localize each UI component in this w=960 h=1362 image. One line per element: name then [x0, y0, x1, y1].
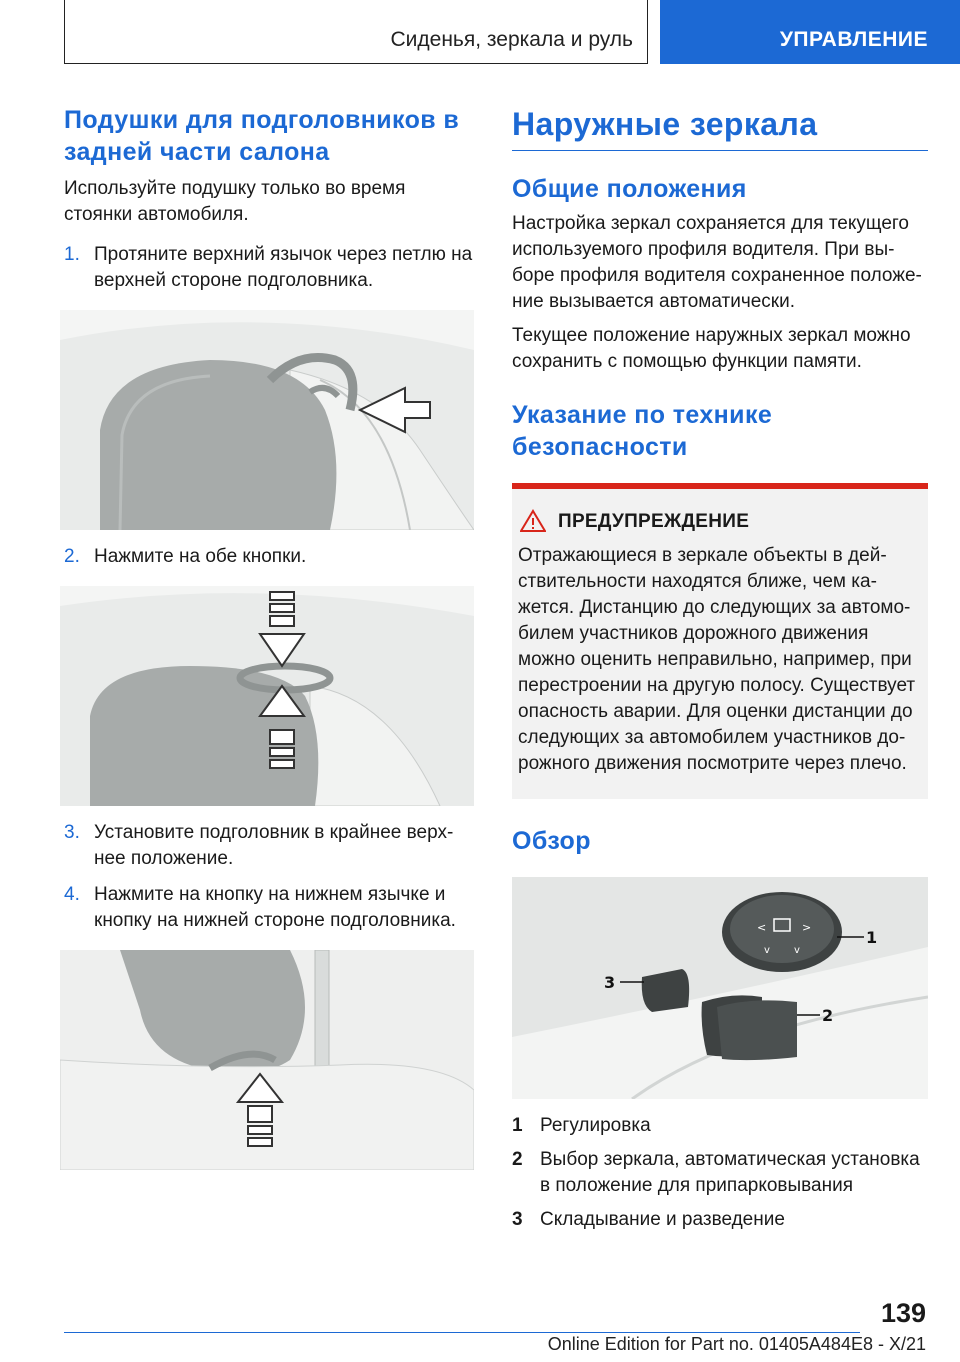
legend-item — [512, 1207, 928, 1233]
step-number: 3. — [64, 822, 80, 843]
left-column — [64, 104, 476, 1170]
chapter-tab — [660, 0, 960, 64]
legend-item — [512, 1147, 928, 1199]
step-2 — [64, 544, 476, 570]
headrest-loop-illustration — [60, 310, 474, 530]
warning-box — [512, 483, 928, 799]
svg-text:<: < — [757, 921, 767, 934]
callout-3: 3 — [604, 973, 616, 992]
general-paragraph-2: Текущее положение наружных зеркал можно сохранить с помощью функции памяти. — [512, 325, 911, 372]
warning-label: ПРЕДУПРЕЖДЕНИЕ — [558, 511, 750, 532]
step-number: 2. — [64, 546, 80, 567]
legend-number: 1 — [512, 1115, 523, 1136]
section-title: Сиденья, зеркала и руль — [390, 28, 633, 51]
edition-footer: Online Edition for Part no. 01405A484E8 - X/21 — [547, 1334, 926, 1354]
step-number: 4. — [64, 884, 80, 905]
chapter-title: УПРАВЛЕНИЕ — [779, 28, 928, 51]
general-paragraph-1: Настройка зеркал сохраняется для текущего используемого профиля водителя. При вы- боре профиля водителя сохраненное положе- ние вызывается автоматически. — [512, 213, 922, 312]
headrest-cushion-intro: Используйте подушку только во время стоянки автомобиля. — [64, 178, 406, 225]
mirror-controls-figure — [512, 877, 928, 1099]
right-column — [512, 104, 928, 1233]
headrest-cushion-heading: Подушки для подголовников в задней части салона — [64, 106, 460, 166]
exterior-mirrors-title: Наружные зеркала — [512, 104, 928, 151]
headrest-figure-3 — [60, 950, 474, 1170]
step-text: Протяните верхний язычок через петлю на верхней стороне подголовника. — [94, 244, 473, 291]
svg-text:v: v — [794, 945, 800, 956]
step-text: Нажмите на кнопку на нижнем язычке и кнопку на нижней стороне подголовника. — [94, 884, 456, 931]
legend-text: Регулировка — [540, 1115, 651, 1136]
warning-text: Отражающиеся в зеркале объекты в дей- ствительности находятся ближе, чем ка- жется. Дистанцию до следующих за автомо- билем участников дорожного движения можно оценить неправильно, например, при перестроении на другую полосу. Существует опасность аварии. Для оценки дистанции до следующих за автомобилем участников до- рожного движения посмотрите через плечо. — [518, 545, 916, 774]
legend-text: Складывание и разведение — [540, 1209, 785, 1230]
footer-divider — [64, 1332, 860, 1333]
running-header — [64, 0, 648, 64]
overview-heading: Обзор — [512, 827, 591, 855]
svg-text:>: > — [802, 921, 812, 934]
step-1 — [64, 242, 476, 294]
legend-text: Выбор зеркала, автоматическая установка в положение для припарковывания — [540, 1149, 920, 1196]
legend-item — [512, 1113, 928, 1139]
svg-text:v: v — [764, 945, 770, 956]
safety-heading: Указание по технике безопасности — [512, 401, 773, 461]
headrest-buttons-illustration — [60, 586, 474, 806]
mirror-switch-illustration — [512, 877, 928, 1099]
step-text: Нажмите на обе кнопки. — [94, 546, 307, 567]
callout-2: 2 — [822, 1006, 834, 1025]
page-number: 139 — [880, 1298, 926, 1328]
headrest-figure-1 — [60, 310, 474, 530]
legend-list — [512, 1113, 928, 1233]
headrest-lower-tab-illustration — [60, 950, 474, 1170]
legend-number: 2 — [512, 1149, 523, 1170]
warning-triangle-icon — [520, 509, 546, 539]
step-4 — [64, 882, 476, 934]
callout-1: 1 — [866, 928, 878, 947]
headrest-figure-2 — [60, 586, 474, 806]
step-text: Установите подголовник в крайнее верх- нее положение. — [94, 822, 454, 869]
step-3 — [64, 820, 476, 872]
warning-title — [558, 511, 920, 533]
step-number: 1. — [64, 244, 80, 265]
general-heading: Общие положения — [512, 175, 747, 203]
legend-number: 3 — [512, 1209, 523, 1230]
